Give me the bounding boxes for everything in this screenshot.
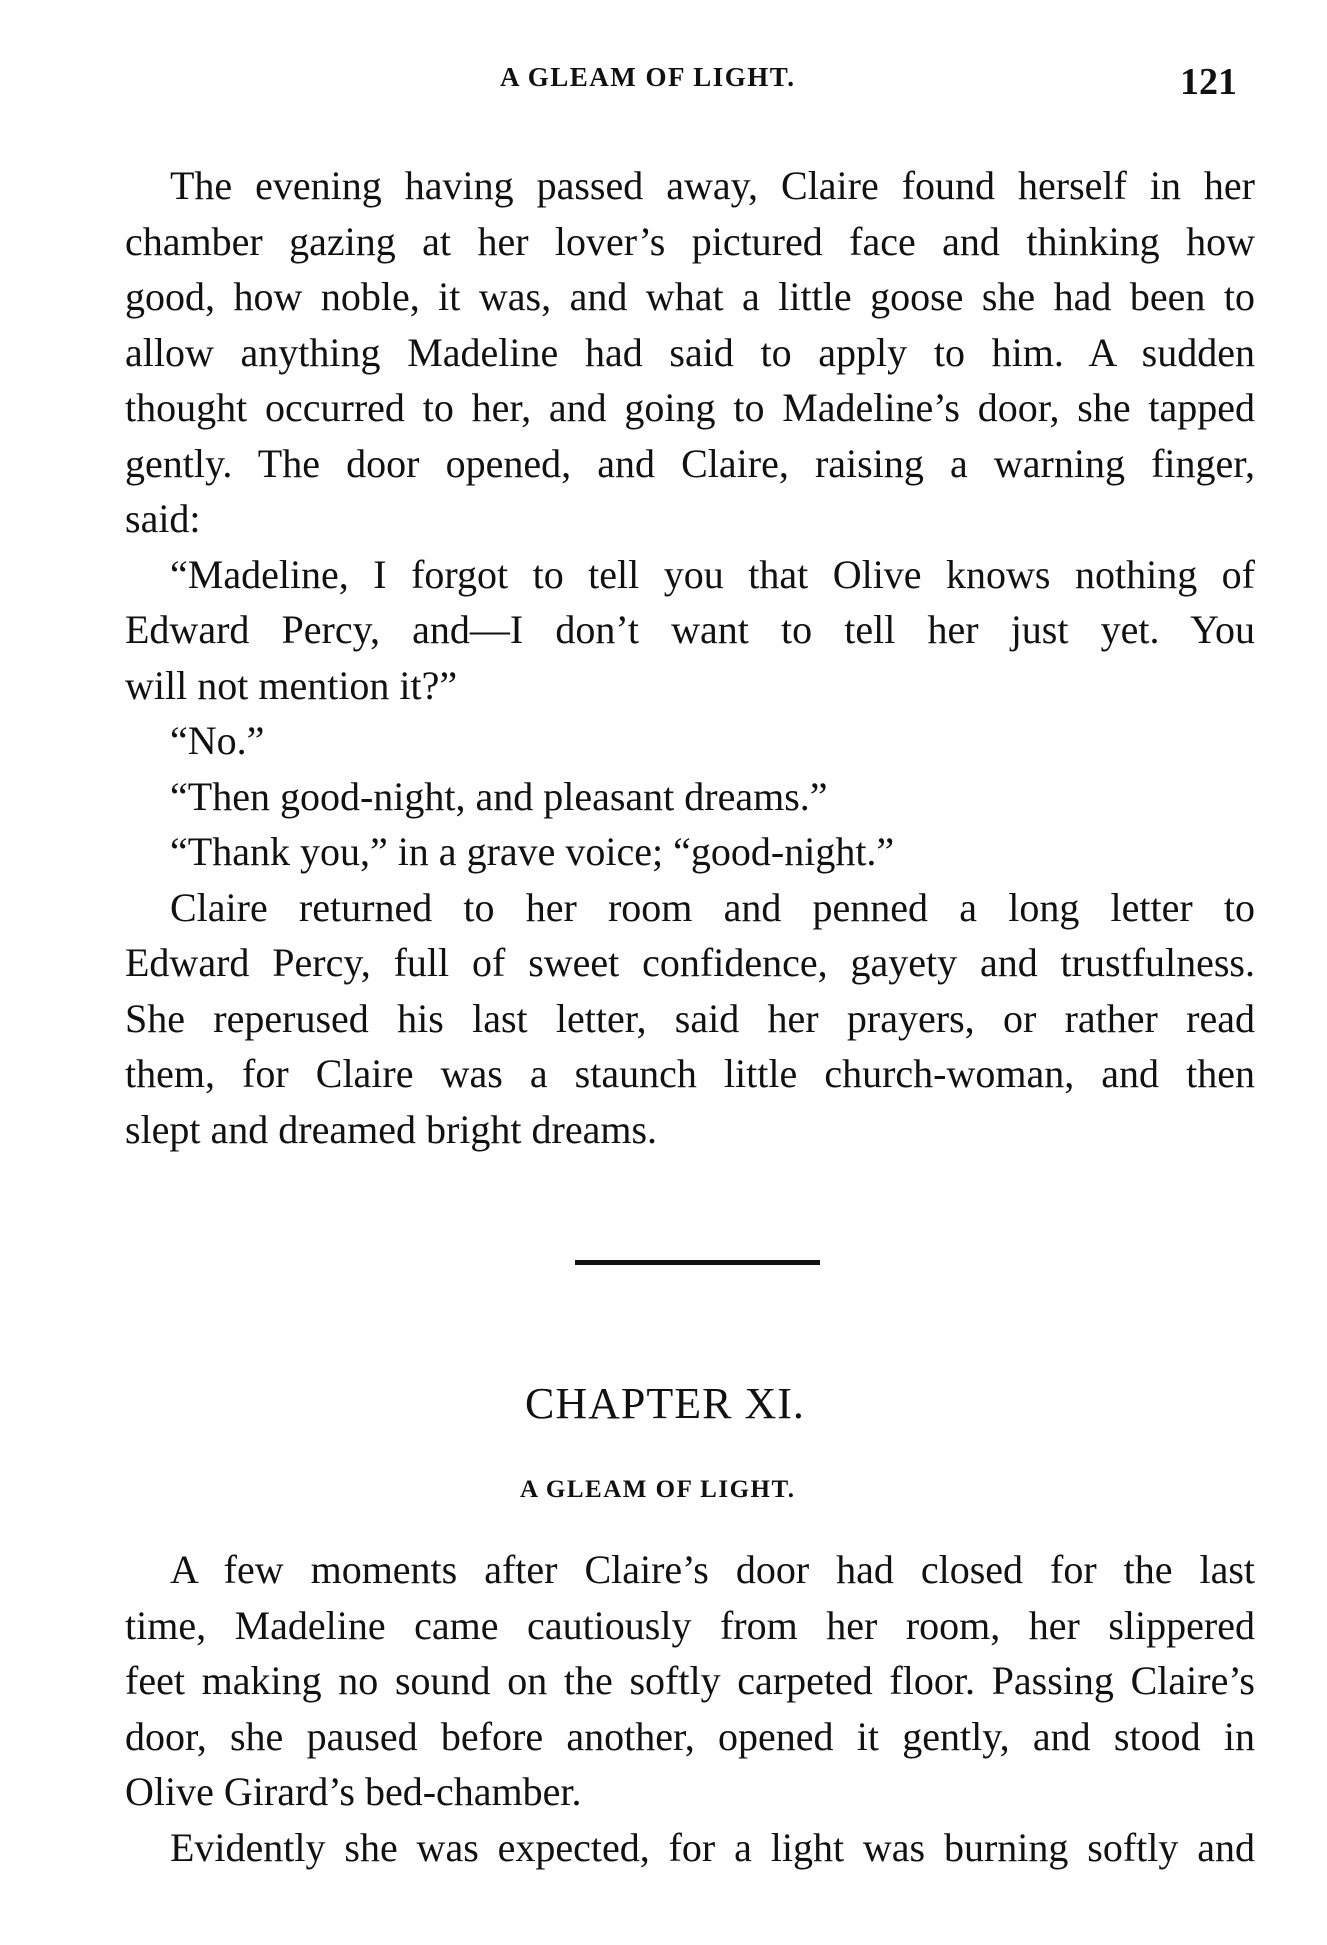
text-line: Edward Percy, and—I don’t want to tell her just yet. You — [125, 607, 1255, 652]
text-line: them, for Claire was a staunch little church-woman, and then — [125, 1051, 1255, 1096]
text-line: allow anything Madeline had said to apply to him. A sudden — [125, 329, 1255, 375]
chapter-subtitle: A GLEAM OF LIGHT. — [520, 1476, 796, 1503]
text-line: “No.” — [170, 718, 265, 763]
text-line: gently. The door opened, and Claire, raising a warning finger, — [125, 440, 1255, 486]
running-title: A GLEAM OF LIGHT. — [500, 62, 796, 92]
text-line: A few moments after Claire’s door had closed for the last — [170, 1547, 1255, 1592]
text-line: good, how noble, it was, and what a little goose she had been to — [125, 274, 1255, 319]
text-line: “Then good-night, and pleasant dreams.” — [170, 773, 828, 819]
text-line: slept and dreamed bright dreams. — [125, 1106, 658, 1152]
text-line: Olive Girard’s bed-chamber. — [125, 1769, 582, 1814]
text-line: Evidently she was expected, for a light was burning softly and — [170, 1824, 1255, 1870]
text-line: thought occurred to her, and going to Madeline’s door, she tapped — [125, 385, 1255, 430]
text-line: chamber gazing at her lover’s pictured face and thinking how — [125, 218, 1255, 264]
text-block-bottom — [125, 1542, 1255, 1875]
text-line: feet making no sound on the softly carpeted floor. Passing Claire’s — [125, 1658, 1255, 1703]
section-divider — [575, 1260, 820, 1265]
text-line: The evening having passed away, Claire found herself in her — [170, 163, 1255, 208]
text-line: time, Madeline came cautiously from her room, her slippered — [125, 1602, 1255, 1648]
text-line: “Madeline, I forgot to tell you that Olive knows nothing of — [170, 551, 1255, 597]
text-line: “Thank you,” in a grave voice; “good-night.” — [170, 829, 895, 874]
text-line: Claire returned to her room and penned a long letter to — [170, 884, 1255, 930]
text-line: said: — [125, 496, 201, 541]
text-block-top — [125, 158, 1255, 1157]
text-line: door, she paused before another, opened it gently, and stood in — [125, 1713, 1255, 1759]
text-line: will not mention it?” — [125, 662, 458, 708]
chapter-title: CHAPTER XI. — [525, 1379, 805, 1428]
text-line: She reperused his last letter, said her prayers, or rather read — [125, 995, 1255, 1041]
page-number: 121 — [1180, 61, 1237, 103]
text-line: Edward Percy, full of sweet confidence, gayety and trustfulness. — [125, 940, 1255, 985]
